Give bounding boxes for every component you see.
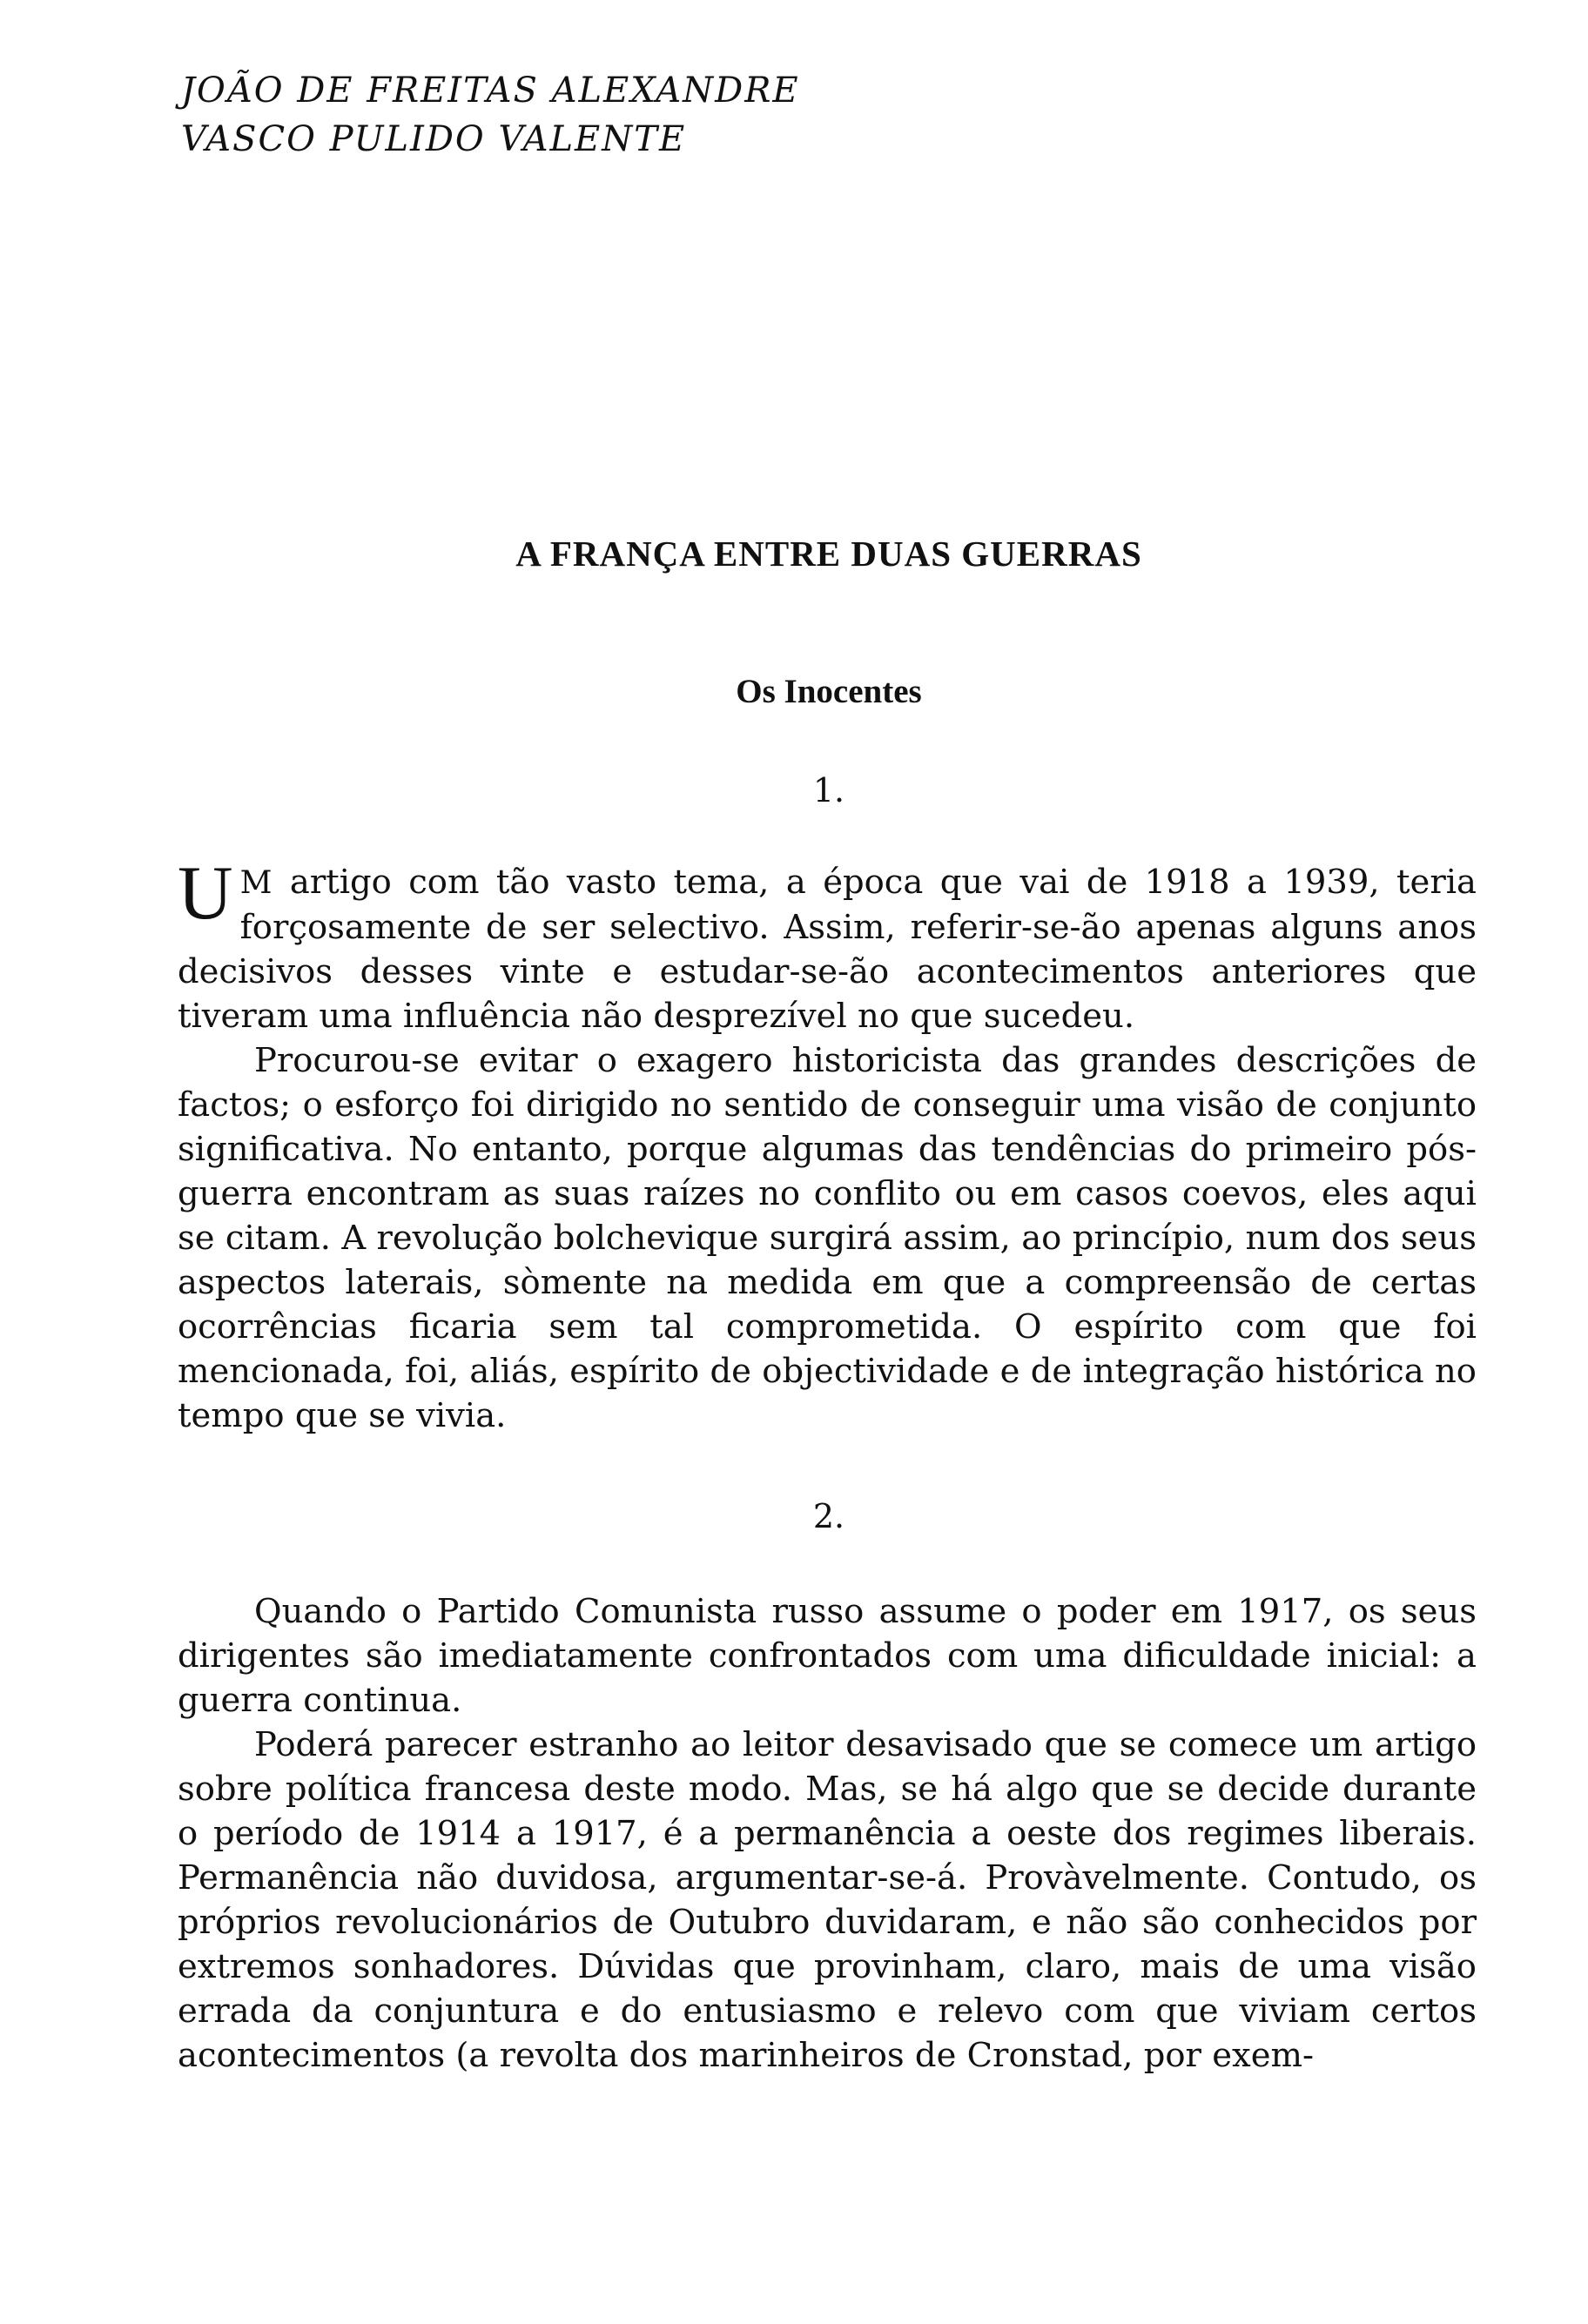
drop-cap: U: [178, 851, 233, 936]
section-number: 2.: [812, 1497, 845, 1535]
section-number: 1.: [812, 771, 845, 809]
author-name: VASCO PULIDO VALENTE: [181, 119, 687, 159]
author-block: [181, 66, 800, 164]
section-2-text: [178, 1589, 1477, 2078]
article-subtitle: Os Inocentes: [736, 673, 922, 710]
section-1-text: [178, 851, 1477, 1438]
paragraph: Procurou-se evitar o exagero historicista das grandes descrições de factos; o esforço foi dirigido no sentido de conseguir uma visão de conjunto significativa. No entanto, porque algumas das tendências do primeiro pós-guerra encontram as suas raízes no conflito ou em casos coevos, eles aqui se citam. A revolução bolchevique surgirá assim, ao princípio, num dos seus aspectos laterais, sòmente na medida em que a compreensão de certas ocorrências ficaria sem tal comprometida. O espírito com que foi mencionada, foi, aliás, espírito de objectividade e de integração histórica no tempo que se vivia.: [178, 1041, 1477, 1435]
author-name: JOÃO DE FREITAS ALEXANDRE: [181, 71, 800, 111]
paragraph-text: artigo com tão vasto tema, a época que vai de 1918 a 1939, teria forçosamente de ser selectivo. Assim, referir-se-ão apenas alguns anos decisivos desses vinte e estudar-se-ão acontecimentos anteriores que tiveram uma influência não desprezível no que sucedeu.: [178, 863, 1477, 1036]
paragraph: Quando o Partido Comunista russo assume o poder em 1917, os seus dirigentes são imediatamente confrontados com uma dificuldade inicial: a guerra continua.: [178, 1592, 1477, 1720]
article-title: A FRANÇA ENTRE DUAS GUERRAS: [515, 534, 1142, 574]
lead-word: M: [239, 865, 273, 901]
paragraph: Poderá parecer estranho ao leitor desavisado que se comece um artigo sobre política francesa deste modo. Mas, se há algo que se decide durante o período de 1914 a 1917, é a permanência a oeste dos regimes liberais. Permanência não duvidosa, argumentar-se-á. Provàvelmente. Contudo, os próprios revolucionários de Outubro duvidaram, e não são conhecidos por extremos sonhadores. Dúvidas que provinham, claro, mais de uma visão errada da conjuntura e do entusiasmo e relevo com que viviam certos acontecimentos (a revolta dos marinheiros de Cronstad, por exem-: [178, 1725, 1477, 2075]
paragraph: [178, 851, 1477, 1038]
